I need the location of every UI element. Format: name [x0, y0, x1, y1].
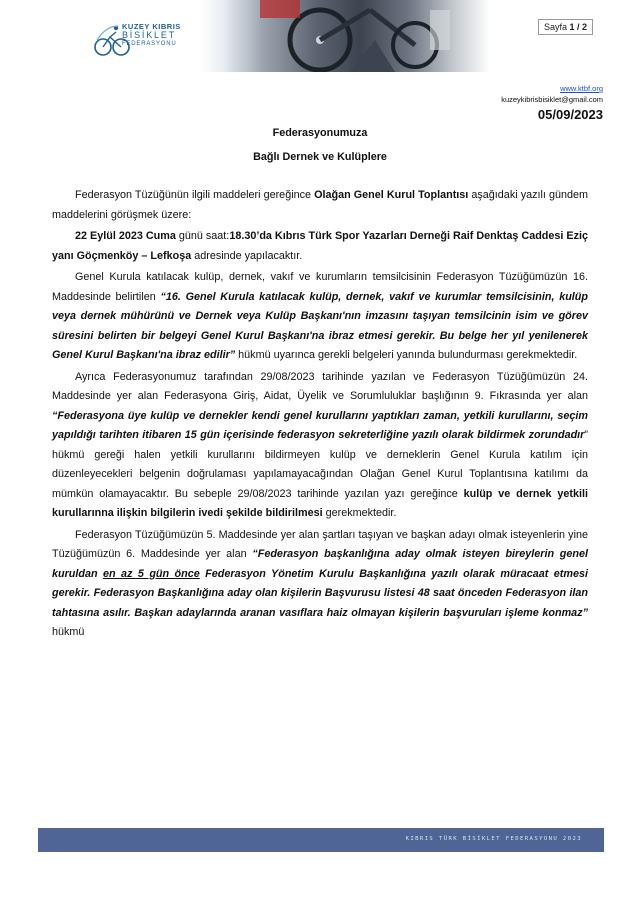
footer-text: KIBRIS TÜRK BİSİKLET FEDERASYONU 2023 [405, 836, 582, 842]
p3-text-a: Genel Kurula katılacak kulüp, dernek, vakıf ve kurumların temsilcisinin Federasyon Tüzüğümüzün 16. Maddesinde belirtilen [52, 271, 588, 303]
p4-emphasis: kulüp ve dernek yetkili kurullarınna ilişkin bilgilerin ivedi şekilde bildirilmesi [52, 487, 588, 519]
email-address: kuzeykibrisbisiklet@gmail.com [501, 95, 603, 104]
paragraph-4 [52, 368, 588, 524]
p2-text-b: günü saat: [175, 230, 230, 242]
header-bicycle-photo [200, 0, 490, 72]
page-separator: / [574, 22, 583, 32]
paragraph-2 [52, 227, 588, 266]
p2-date: 22 Eylül 2023 Cuma [75, 230, 176, 242]
logo-line-2: BİSİKLET [122, 30, 176, 40]
p3-text-c: hükmü uyarınca gerekli belgeleri yanında bulundurması gerekmektedir. [235, 349, 578, 361]
recipient-line-2: Bağlı Dernek ve Kulüplere [253, 151, 387, 163]
p5-deadline: en az 5 gün önce [103, 567, 200, 580]
p1-text-a: Federasyon Tüzüğünün ilgili maddeleri gereğince [75, 189, 315, 201]
p1-text-c: aşağıdaki yazılı gündem maddelerini görüşmek üzere: [52, 189, 588, 221]
p4-text-e: gerekmektedir. [322, 507, 397, 519]
letter-body [52, 186, 588, 643]
logo-line-1: KUZEY KIBRIS [122, 22, 181, 31]
paragraph-5 [52, 526, 588, 643]
p5-text-e: hükmü [52, 626, 85, 638]
p2-text-d: adresinde yapılacaktır. [191, 249, 303, 262]
bicycle-race-photo-icon [200, 0, 490, 72]
website-link[interactable]: www.ktbf.org [560, 84, 603, 93]
p5-quote-start: “Federasyon başkanlığına aday olmak isteyen bireylerin genel kuruldan [52, 548, 588, 580]
p5-quote-end: Federasyon Yönetim Kurulu Başkanlığına yazılı olarak müracaat etmesi gerekir. Federasyon Başkanlığına aday olan kişilerin Başvurusu listesi 48 saat önceden Federasyon ilan tahtasına asılır. Başkan adaylarında aranan vasıflara haiz olmayan kişilerin başvuruları işleme konmaz” [52, 567, 589, 619]
p4-text-c: ” hükmü gereği halen yetkili kurullarını bildirmeyen kulüp ve derneklerin Genel Kurula katılım için düzenleyecekleri belgenin doğrulaması yapılamayacağından Olağan Genel Kurul Toplantısına katılımı da mümkün olamayacaktır. Bu sebeple 29/08/2023 tarihinde yazılan yazı gereğince [52, 429, 588, 500]
p3-quote: “16. Genel Kurula katılacak kulüp, dernek, vakıf ve kurumlar temsilcisinin, kulüp veya dernek mühürünü ve Dernek veya Kulüp Başkanı'nın imzasını taşıyan temsilcinin isim ve görev süresini belirten bir belgeyi Genel Kurul Başkanı'na ibraz etmesi gerekir. Bu belge her yıl yenilenerek Genel Kurul Başkanı'na ibraz edilir” [52, 290, 588, 361]
page-label: Sayfa [544, 22, 570, 32]
logo-line-3: FEDERASYONU [122, 41, 177, 47]
contact-block [501, 83, 603, 123]
page-total: 2 [582, 22, 588, 32]
paragraph-1 [52, 186, 588, 225]
p2-venue: 18.30’da Kıbrıs Türk Spor Yazarları Derneği Raif Denktaş Caddesi Eziç yanı Göçmenköy – Lefkoşa [52, 230, 589, 262]
paragraph-3 [52, 268, 588, 366]
letter-date: 05/09/2023 [537, 107, 603, 122]
p1-meeting-name: Olağan Genel Kurul Toplantısı [314, 189, 469, 201]
p4-quote: “Federasyona üye kulüp ve dernekler kendi genel kurullarını yaptıkları zaman, yetkili kurullarını, seçim yapıldığı tarihten itibaren 15 gün içerisinde federasyon sekreterliğine yazılı olarak bildirmek zorundadır [52, 409, 588, 441]
page-current: 1 [569, 22, 575, 32]
p4-text-a: Ayrıca Federasyonumuz tarafından 29/08/2023 tarihinde yazılan ve Federasyon Tüzüğümüzün 24. Maddesinde yer alan Federasyona Giriş, Aidat, Üyelik ve Sorumluluklar başlığının 9. Fıkrasında yer alan [52, 370, 588, 402]
footer-bar [38, 828, 604, 852]
federation-logo-text [122, 22, 181, 49]
recipient-line-1: Federasyonumuza [272, 127, 368, 139]
p5-text-a: Federasyon Tüzüğümüzün 5. Maddesinde yer alan şartları taşıyan ve başkan adayı olmak isteyenlerin yine Tüzüğümüzün 6. Maddesinde yer alan [52, 528, 588, 560]
page-indicator [538, 19, 593, 35]
